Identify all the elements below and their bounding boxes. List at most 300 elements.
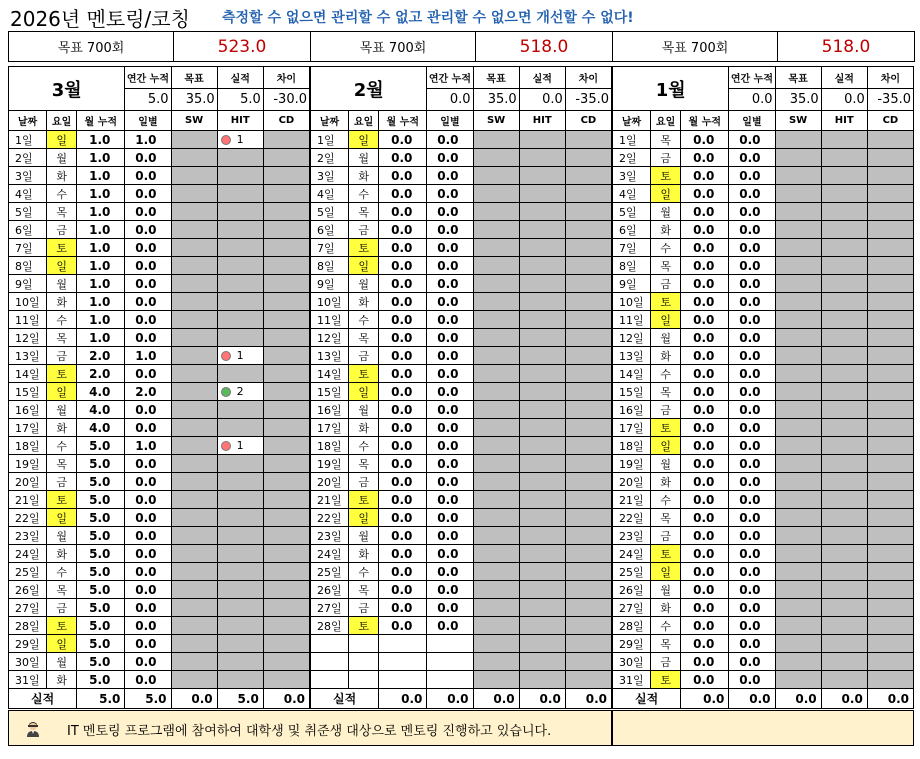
hit-cell[interactable]: [519, 545, 565, 563]
date-cell[interactable]: 16일: [613, 401, 651, 419]
actual-value[interactable]: 5.0: [217, 89, 263, 111]
cd-cell[interactable]: [565, 275, 611, 293]
monthly-cum-cell[interactable]: 5.0: [77, 491, 125, 509]
cd-cell[interactable]: [867, 491, 913, 509]
date-cell[interactable]: 14일: [311, 365, 349, 383]
monthly-cum-cell[interactable]: 5.0: [77, 437, 125, 455]
daily-cell[interactable]: 0.0: [427, 473, 473, 491]
date-cell[interactable]: 28일: [9, 617, 47, 635]
cd-cell[interactable]: [263, 401, 309, 419]
hit-cell[interactable]: [519, 635, 565, 653]
cd-cell[interactable]: [565, 401, 611, 419]
daily-cell[interactable]: 0.0: [125, 365, 171, 383]
monthly-cum-cell[interactable]: 5.0: [77, 455, 125, 473]
goal-value[interactable]: 518.0: [778, 32, 915, 62]
monthly-cum-cell[interactable]: 0.0: [379, 491, 427, 509]
weekday-cell[interactable]: 금: [349, 599, 379, 617]
daily-cell[interactable]: 0.0: [729, 185, 775, 203]
cd-cell[interactable]: [867, 437, 913, 455]
sw-cell[interactable]: [473, 653, 519, 671]
sw-cell[interactable]: [171, 491, 217, 509]
date-cell[interactable]: 27일: [311, 599, 349, 617]
daily-cell[interactable]: 0.0: [125, 599, 171, 617]
hit-cell[interactable]: [217, 185, 263, 203]
cd-cell[interactable]: [867, 365, 913, 383]
monthly-cum-cell[interactable]: 5.0: [77, 599, 125, 617]
daily-cell[interactable]: 0.0: [125, 671, 171, 689]
sw-cell[interactable]: [473, 275, 519, 293]
sw-cell[interactable]: [473, 131, 519, 149]
monthly-cum-cell[interactable]: 0.0: [681, 527, 729, 545]
cd-cell[interactable]: [565, 383, 611, 401]
daily-cell[interactable]: 0.0: [427, 185, 473, 203]
monthly-cum-cell[interactable]: 0.0: [681, 455, 729, 473]
sw-cell[interactable]: [775, 293, 821, 311]
daily-cell[interactable]: 0.0: [427, 329, 473, 347]
hit-cell[interactable]: [821, 509, 867, 527]
hit-cell[interactable]: [217, 239, 263, 257]
cd-cell[interactable]: [263, 293, 309, 311]
sw-cell[interactable]: [171, 329, 217, 347]
cd-cell[interactable]: [565, 167, 611, 185]
date-cell[interactable]: 5일: [613, 203, 651, 221]
daily-cell[interactable]: 0.0: [427, 149, 473, 167]
date-cell[interactable]: 8일: [613, 257, 651, 275]
diff-value[interactable]: -35.0: [565, 89, 611, 111]
weekday-cell[interactable]: 일: [349, 257, 379, 275]
weekday-cell[interactable]: 토: [349, 365, 379, 383]
sw-cell[interactable]: [775, 635, 821, 653]
sw-cell[interactable]: [473, 491, 519, 509]
date-cell[interactable]: 27일: [9, 599, 47, 617]
hit-cell[interactable]: [519, 437, 565, 455]
sw-cell[interactable]: [171, 635, 217, 653]
monthly-cum-cell[interactable]: 0.0: [379, 581, 427, 599]
daily-cell[interactable]: 0.0: [427, 275, 473, 293]
cd-cell[interactable]: [867, 239, 913, 257]
monthly-cum-cell[interactable]: 0.0: [379, 437, 427, 455]
weekday-cell[interactable]: 화: [651, 473, 681, 491]
monthly-cum-cell[interactable]: 0.0: [681, 599, 729, 617]
daily-cell[interactable]: 0.0: [729, 563, 775, 581]
daily-cell[interactable]: 0.0: [729, 293, 775, 311]
sw-cell[interactable]: [171, 671, 217, 689]
hit-cell[interactable]: [821, 221, 867, 239]
weekday-cell[interactable]: 월: [349, 275, 379, 293]
hit-cell[interactable]: [217, 365, 263, 383]
sw-cell[interactable]: [473, 329, 519, 347]
sw-cell[interactable]: [171, 239, 217, 257]
monthly-cum-cell[interactable]: 0.0: [681, 167, 729, 185]
cd-cell[interactable]: [565, 149, 611, 167]
monthly-cum-cell[interactable]: 4.0: [77, 419, 125, 437]
monthly-cum-cell[interactable]: 0.0: [379, 311, 427, 329]
date-cell[interactable]: 9일: [9, 275, 47, 293]
daily-cell[interactable]: 0.0: [427, 167, 473, 185]
weekday-cell[interactable]: 화: [349, 419, 379, 437]
monthly-cum-cell[interactable]: 0.0: [681, 419, 729, 437]
weekday-cell[interactable]: 금: [349, 347, 379, 365]
date-cell[interactable]: 30일: [9, 653, 47, 671]
cd-cell[interactable]: [263, 491, 309, 509]
date-cell[interactable]: 3일: [311, 167, 349, 185]
cd-cell[interactable]: [867, 149, 913, 167]
cd-cell[interactable]: [263, 203, 309, 221]
monthly-cum-cell[interactable]: 0.0: [379, 383, 427, 401]
weekday-cell[interactable]: 금: [651, 401, 681, 419]
cd-cell[interactable]: [867, 653, 913, 671]
sw-cell[interactable]: [775, 311, 821, 329]
weekday-cell[interactable]: 목: [349, 329, 379, 347]
daily-cell[interactable]: 0.0: [427, 419, 473, 437]
date-cell[interactable]: 19일: [311, 455, 349, 473]
date-cell[interactable]: 14일: [9, 365, 47, 383]
monthly-cum-cell[interactable]: 0.0: [379, 203, 427, 221]
hit-cell[interactable]: [519, 347, 565, 365]
weekday-cell[interactable]: 일: [47, 635, 77, 653]
hit-cell[interactable]: [217, 149, 263, 167]
daily-cell[interactable]: 0.0: [729, 491, 775, 509]
hit-cell[interactable]: [821, 455, 867, 473]
weekday-cell[interactable]: 목: [651, 383, 681, 401]
cd-cell[interactable]: [565, 257, 611, 275]
weekday-cell[interactable]: 화: [651, 347, 681, 365]
total-hit[interactable]: 5.0: [217, 689, 263, 709]
hit-cell[interactable]: [821, 581, 867, 599]
hit-cell[interactable]: [217, 491, 263, 509]
sw-cell[interactable]: [171, 185, 217, 203]
sw-cell[interactable]: [473, 437, 519, 455]
weekday-cell[interactable]: 목: [47, 581, 77, 599]
hit-cell[interactable]: [821, 131, 867, 149]
date-cell[interactable]: 4일: [613, 185, 651, 203]
daily-cell[interactable]: 0.0: [729, 581, 775, 599]
monthly-cum-cell[interactable]: 0.0: [379, 401, 427, 419]
weekday-cell[interactable]: 토: [349, 617, 379, 635]
cd-cell[interactable]: [565, 203, 611, 221]
hit-cell[interactable]: [821, 437, 867, 455]
hit-cell[interactable]: [519, 419, 565, 437]
cd-cell[interactable]: [263, 545, 309, 563]
cd-cell[interactable]: [565, 509, 611, 527]
cd-cell[interactable]: [867, 401, 913, 419]
sw-cell[interactable]: [775, 347, 821, 365]
date-cell[interactable]: 29일: [613, 635, 651, 653]
sw-cell[interactable]: [775, 617, 821, 635]
hit-cell[interactable]: [217, 311, 263, 329]
date-cell[interactable]: 10일: [613, 293, 651, 311]
daily-cell[interactable]: 0.0: [729, 239, 775, 257]
sw-cell[interactable]: [171, 203, 217, 221]
hit-cell[interactable]: [821, 293, 867, 311]
cd-cell[interactable]: [565, 599, 611, 617]
weekday-cell[interactable]: 일: [47, 509, 77, 527]
sw-cell[interactable]: [473, 149, 519, 167]
monthly-cum-cell[interactable]: 0.0: [681, 563, 729, 581]
hit-cell[interactable]: [217, 653, 263, 671]
monthly-cum-cell[interactable]: 5.0: [77, 581, 125, 599]
sw-cell[interactable]: [171, 293, 217, 311]
date-cell[interactable]: 13일: [613, 347, 651, 365]
weekday-cell[interactable]: 수: [349, 185, 379, 203]
cd-cell[interactable]: [867, 203, 913, 221]
sw-cell[interactable]: [473, 563, 519, 581]
date-cell[interactable]: 6일: [9, 221, 47, 239]
hit-cell[interactable]: [821, 149, 867, 167]
daily-cell[interactable]: 0.0: [427, 437, 473, 455]
monthly-cum-cell[interactable]: 0.0: [379, 221, 427, 239]
date-cell[interactable]: 23일: [311, 527, 349, 545]
weekday-cell[interactable]: 목: [651, 509, 681, 527]
daily-cell[interactable]: 0.0: [427, 581, 473, 599]
weekday-cell[interactable]: 수: [651, 491, 681, 509]
weekday-cell[interactable]: 목: [349, 203, 379, 221]
weekday-cell[interactable]: 화: [47, 419, 77, 437]
cd-cell[interactable]: [263, 437, 309, 455]
cd-cell[interactable]: [263, 329, 309, 347]
weekday-cell[interactable]: 금: [651, 275, 681, 293]
weekday-cell[interactable]: 화: [651, 599, 681, 617]
daily-cell[interactable]: 0.0: [125, 275, 171, 293]
hit-cell[interactable]: [519, 257, 565, 275]
date-cell[interactable]: 18일: [311, 437, 349, 455]
cd-cell[interactable]: [565, 365, 611, 383]
date-cell[interactable]: 21일: [613, 491, 651, 509]
daily-cell[interactable]: 0.0: [427, 221, 473, 239]
cd-cell[interactable]: [565, 437, 611, 455]
cd-cell[interactable]: [263, 365, 309, 383]
sw-cell[interactable]: [775, 473, 821, 491]
monthly-cum-cell[interactable]: 5.0: [77, 617, 125, 635]
weekday-cell[interactable]: 월: [651, 203, 681, 221]
daily-cell[interactable]: 1.0: [125, 347, 171, 365]
date-cell[interactable]: 24일: [9, 545, 47, 563]
hit-cell[interactable]: [217, 203, 263, 221]
cd-cell[interactable]: [867, 131, 913, 149]
sw-cell[interactable]: [775, 131, 821, 149]
cd-cell[interactable]: [565, 617, 611, 635]
daily-cell[interactable]: [427, 635, 473, 653]
monthly-cum-cell[interactable]: 0.0: [681, 311, 729, 329]
date-cell[interactable]: 7일: [9, 239, 47, 257]
cd-cell[interactable]: [867, 473, 913, 491]
daily-cell[interactable]: 0.0: [729, 329, 775, 347]
daily-cell[interactable]: 1.0: [125, 437, 171, 455]
daily-cell[interactable]: 0.0: [125, 473, 171, 491]
cd-cell[interactable]: [263, 257, 309, 275]
hit-cell[interactable]: [519, 167, 565, 185]
monthly-cum-cell[interactable]: 0.0: [681, 437, 729, 455]
total-sw[interactable]: 0.0: [775, 689, 821, 709]
daily-cell[interactable]: [427, 671, 473, 689]
daily-cell[interactable]: 0.0: [125, 617, 171, 635]
cd-cell[interactable]: [867, 383, 913, 401]
annual-cum-value[interactable]: 0.0: [427, 89, 473, 111]
hit-cell[interactable]: [217, 509, 263, 527]
sw-cell[interactable]: [473, 527, 519, 545]
sw-cell[interactable]: [473, 167, 519, 185]
weekday-cell[interactable]: 토: [651, 167, 681, 185]
diff-value[interactable]: -35.0: [867, 89, 913, 111]
hit-cell[interactable]: [821, 203, 867, 221]
weekday-cell[interactable]: 수: [47, 185, 77, 203]
weekday-cell[interactable]: 월: [349, 527, 379, 545]
daily-cell[interactable]: 0.0: [729, 509, 775, 527]
hit-cell[interactable]: [519, 365, 565, 383]
daily-cell[interactable]: 0.0: [729, 311, 775, 329]
sw-cell[interactable]: [473, 383, 519, 401]
daily-cell[interactable]: 0.0: [729, 455, 775, 473]
weekday-cell[interactable]: 금: [47, 221, 77, 239]
date-cell[interactable]: 1일: [311, 131, 349, 149]
monthly-cum-cell[interactable]: 1.0: [77, 311, 125, 329]
date-cell[interactable]: 13일: [311, 347, 349, 365]
monthly-cum-cell[interactable]: 2.0: [77, 347, 125, 365]
date-cell[interactable]: 30일: [613, 653, 651, 671]
sw-cell[interactable]: [171, 437, 217, 455]
hit-cell[interactable]: [821, 185, 867, 203]
sw-cell[interactable]: [775, 581, 821, 599]
weekday-cell[interactable]: [349, 635, 379, 653]
hit-cell[interactable]: [519, 563, 565, 581]
date-cell[interactable]: 15일: [311, 383, 349, 401]
daily-cell[interactable]: 0.0: [427, 617, 473, 635]
weekday-cell[interactable]: 월: [651, 581, 681, 599]
daily-cell[interactable]: 0.0: [427, 365, 473, 383]
daily-cell[interactable]: 0.0: [729, 383, 775, 401]
monthly-cum-cell[interactable]: 5.0: [77, 509, 125, 527]
hit-cell[interactable]: [821, 491, 867, 509]
cd-cell[interactable]: [565, 419, 611, 437]
monthly-cum-cell[interactable]: 0.0: [681, 671, 729, 689]
weekday-cell[interactable]: 수: [651, 617, 681, 635]
date-cell[interactable]: [311, 635, 349, 653]
date-cell[interactable]: 1일: [613, 131, 651, 149]
sw-cell[interactable]: [473, 221, 519, 239]
target-value[interactable]: 35.0: [775, 89, 821, 111]
sw-cell[interactable]: [775, 509, 821, 527]
cd-cell[interactable]: [263, 455, 309, 473]
hit-cell[interactable]: [821, 545, 867, 563]
sw-cell[interactable]: [171, 275, 217, 293]
weekday-cell[interactable]: 목: [651, 257, 681, 275]
cd-cell[interactable]: [565, 635, 611, 653]
cd-cell[interactable]: [263, 563, 309, 581]
date-cell[interactable]: 25일: [613, 563, 651, 581]
cd-cell[interactable]: [565, 221, 611, 239]
hit-cell[interactable]: [821, 311, 867, 329]
date-cell[interactable]: 12일: [9, 329, 47, 347]
sw-cell[interactable]: [171, 653, 217, 671]
cd-cell[interactable]: [263, 221, 309, 239]
date-cell[interactable]: 17일: [613, 419, 651, 437]
monthly-cum-cell[interactable]: 0.0: [379, 599, 427, 617]
cd-cell[interactable]: [565, 185, 611, 203]
hit-cell[interactable]: [519, 311, 565, 329]
hit-cell[interactable]: [519, 491, 565, 509]
weekday-cell[interactable]: 화: [47, 671, 77, 689]
weekday-cell[interactable]: 토: [651, 545, 681, 563]
weekday-cell[interactable]: 월: [47, 527, 77, 545]
total-monthly[interactable]: 5.0: [77, 689, 125, 709]
weekday-cell[interactable]: 일: [651, 563, 681, 581]
monthly-cum-cell[interactable]: 0.0: [379, 509, 427, 527]
daily-cell[interactable]: 0.0: [729, 527, 775, 545]
hit-cell[interactable]: [821, 257, 867, 275]
date-cell[interactable]: 22일: [311, 509, 349, 527]
hit-cell[interactable]: [217, 635, 263, 653]
hit-cell[interactable]: [217, 347, 263, 365]
date-cell[interactable]: 9일: [311, 275, 349, 293]
daily-cell[interactable]: 0.0: [729, 401, 775, 419]
monthly-cum-cell[interactable]: 1.0: [77, 275, 125, 293]
sw-cell[interactable]: [775, 653, 821, 671]
weekday-cell[interactable]: 수: [349, 563, 379, 581]
actual-value[interactable]: 0.0: [519, 89, 565, 111]
date-cell[interactable]: 6일: [613, 221, 651, 239]
daily-cell[interactable]: 0.0: [427, 527, 473, 545]
weekday-cell[interactable]: 화: [47, 167, 77, 185]
daily-cell[interactable]: 0.0: [729, 635, 775, 653]
cd-cell[interactable]: [263, 239, 309, 257]
total-cd[interactable]: 0.0: [263, 689, 309, 709]
sw-cell[interactable]: [775, 545, 821, 563]
date-cell[interactable]: 12일: [613, 329, 651, 347]
hit-cell[interactable]: [217, 419, 263, 437]
monthly-cum-cell[interactable]: 5.0: [77, 671, 125, 689]
sw-cell[interactable]: [171, 455, 217, 473]
sw-cell[interactable]: [171, 617, 217, 635]
daily-cell[interactable]: 0.0: [427, 509, 473, 527]
weekday-cell[interactable]: 금: [47, 599, 77, 617]
monthly-cum-cell[interactable]: 0.0: [379, 527, 427, 545]
weekday-cell[interactable]: 토: [47, 491, 77, 509]
monthly-cum-cell[interactable]: 1.0: [77, 329, 125, 347]
sw-cell[interactable]: [171, 527, 217, 545]
daily-cell[interactable]: 0.0: [125, 581, 171, 599]
monthly-cum-cell[interactable]: 0.0: [379, 293, 427, 311]
date-cell[interactable]: 3일: [9, 167, 47, 185]
cd-cell[interactable]: [867, 599, 913, 617]
daily-cell[interactable]: 0.0: [729, 275, 775, 293]
daily-cell[interactable]: 0.0: [427, 203, 473, 221]
cd-cell[interactable]: [263, 617, 309, 635]
cd-cell[interactable]: [263, 149, 309, 167]
cd-cell[interactable]: [565, 563, 611, 581]
weekday-cell[interactable]: 토: [47, 617, 77, 635]
weekday-cell[interactable]: 화: [349, 293, 379, 311]
daily-cell[interactable]: 0.0: [427, 311, 473, 329]
daily-cell[interactable]: 0.0: [125, 527, 171, 545]
weekday-cell[interactable]: 일: [47, 131, 77, 149]
cd-cell[interactable]: [867, 527, 913, 545]
date-cell[interactable]: 15일: [613, 383, 651, 401]
weekday-cell[interactable]: 일: [651, 311, 681, 329]
cd-cell[interactable]: [867, 185, 913, 203]
daily-cell[interactable]: 0.0: [729, 473, 775, 491]
monthly-cum-cell[interactable]: 0.0: [681, 293, 729, 311]
cd-cell[interactable]: [565, 131, 611, 149]
hit-cell[interactable]: [519, 275, 565, 293]
daily-cell[interactable]: 0.0: [125, 635, 171, 653]
sw-cell[interactable]: [473, 185, 519, 203]
date-cell[interactable]: 22일: [613, 509, 651, 527]
weekday-cell[interactable]: 월: [47, 275, 77, 293]
sw-cell[interactable]: [171, 149, 217, 167]
sw-cell[interactable]: [775, 149, 821, 167]
sw-cell[interactable]: [473, 401, 519, 419]
sw-cell[interactable]: [473, 617, 519, 635]
